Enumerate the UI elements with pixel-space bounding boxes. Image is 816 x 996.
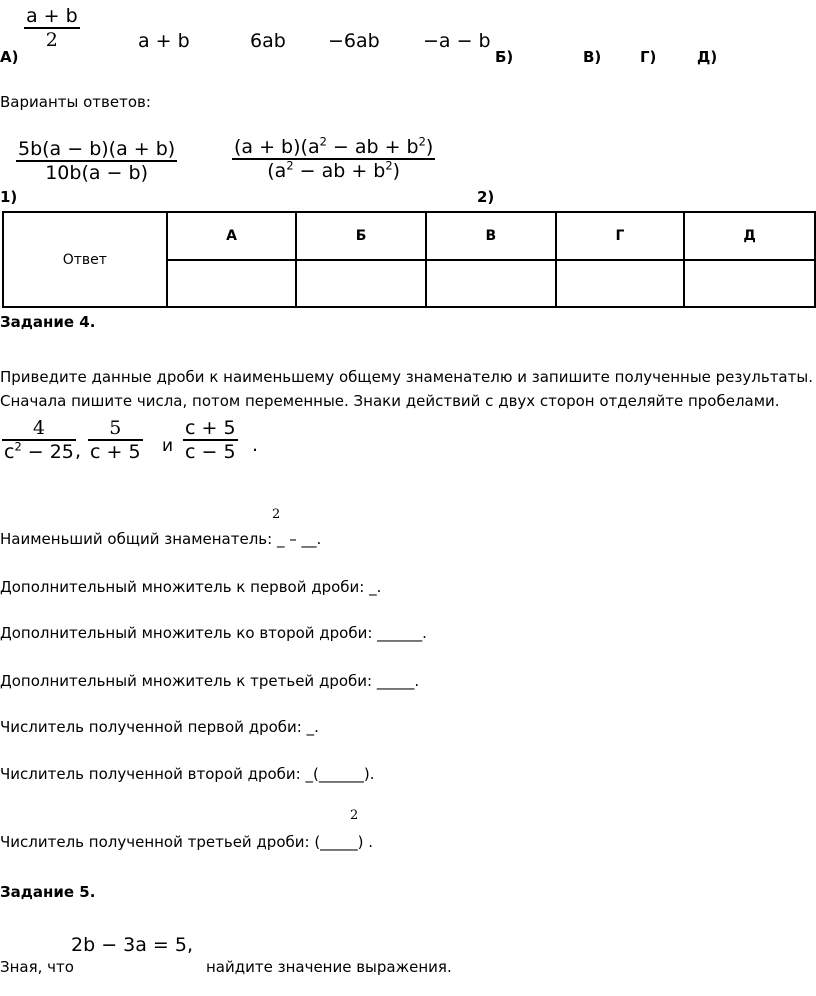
answer-2-fraction (232, 136, 435, 182)
question-common-denominator: Наименьший общий знаменатель: _ – __. (0, 530, 322, 548)
exponent: 2 (418, 134, 426, 149)
answer-2-num-part: (a + b)(a (234, 136, 320, 158)
answer-2-num-part: − ab + b (326, 136, 419, 158)
conjunction-and: и (162, 436, 174, 456)
option-a-fraction (24, 5, 80, 51)
question-multiplier-3: Дополнительный множитель к третьей дроби: _____. (0, 672, 420, 690)
option-g-label: Г) (640, 48, 657, 66)
answer-2-den-part: ) (392, 159, 401, 182)
answer-cell-g[interactable] (556, 260, 685, 307)
answer-header-d: Д (684, 212, 815, 260)
answer-1-fraction (16, 138, 177, 184)
task-4-title: Задание 4. (0, 313, 96, 331)
fraction-3-numerator: c + 5 (185, 417, 236, 439)
task-4-fraction-1 (2, 417, 76, 463)
exponent: 2 (385, 158, 393, 173)
fraction-3-denominator: c − 5 (185, 440, 236, 463)
answer-2-den-part: (a (267, 159, 287, 182)
question-numerator-1: Числитель полученной первой дроби: _. (0, 718, 319, 736)
answer-cell-b[interactable] (296, 260, 426, 307)
question-multiplier-1: Дополнительный множитель к первой дроби: _. (0, 578, 382, 596)
answer-header-a: А (167, 212, 297, 260)
answer-header-v: В (426, 212, 556, 260)
task-5-pre: Зная, что (0, 958, 74, 976)
answer-2-label: 2) (477, 188, 495, 206)
task-5-post: найдите значение выражения. (206, 958, 452, 976)
task-4-instruction-line-2: Сначала пишите числа, потом переменные. Знаки действий с двух сторон отделяйте пробелами. (0, 392, 780, 410)
exponent: 2 (286, 158, 294, 173)
option-v-value: 6ab (250, 30, 286, 52)
q7-exponent: 2 (350, 808, 359, 823)
question-multiplier-2: Дополнительный множитель ко второй дроби: ______. (0, 624, 427, 642)
task-4-fraction-3 (183, 417, 238, 463)
answer-2-denominator (265, 160, 402, 182)
answer-header-b: Б (296, 212, 426, 260)
option-d-value: −a − b (423, 30, 491, 52)
q1-exponent: 2 (272, 507, 281, 522)
answer-2-num-part: ) (425, 136, 434, 158)
answers-heading: Варианты ответов: (0, 93, 151, 111)
option-a-denominator: 2 (45, 28, 58, 51)
answer-header-g: Г (556, 212, 685, 260)
option-g-value: −6ab (328, 30, 380, 52)
answer-cell-d[interactable] (684, 260, 815, 307)
task-4-instruction-line-1: Приведите данные дроби к наименьшему общему знаменателю и запишите полученные результаты. (0, 368, 813, 386)
option-a-numerator: a + b (26, 5, 78, 27)
exponent: 2 (14, 439, 22, 454)
task-5-title: Задание 5. (0, 883, 96, 901)
fraction-1-denominator (2, 441, 76, 463)
fraction-2-numerator: 5 (109, 417, 122, 439)
question-numerator-2: Числитель полученной второй дроби: _(______). (0, 765, 375, 783)
option-b-label: Б) (495, 48, 514, 66)
fraction-1-den-part: c (4, 440, 15, 463)
fraction-1-numerator: 4 (32, 417, 45, 439)
fraction-2-denominator: c + 5 (90, 440, 141, 463)
fraction-period: . (252, 434, 259, 456)
answer-1-denominator: 10b(a − b) (45, 161, 148, 184)
option-d-label: Д) (697, 48, 718, 66)
task-4-fraction-2 (88, 417, 143, 463)
exponent: 2 (319, 134, 327, 149)
answer-1-numerator: 5b(a − b)(a + b) (18, 138, 176, 160)
option-b-value: a + b (138, 30, 190, 52)
answer-2-den-part: − ab + b (293, 159, 386, 182)
option-v-label: В) (583, 48, 602, 66)
answer-cell-v[interactable] (426, 260, 556, 307)
question-numerator-3: Числитель полученной третьей дроби: (_____) . (0, 833, 374, 851)
answer-2-numerator (232, 136, 435, 158)
answer-1-label: 1) (0, 188, 18, 206)
answer-cell-a[interactable] (167, 260, 297, 307)
answer-table (2, 211, 816, 308)
fraction-separator-comma: , (75, 440, 82, 462)
answer-row-label: Ответ (3, 212, 167, 307)
fraction-1-den-part: − 25 (21, 440, 74, 463)
option-a-label: А) (0, 48, 19, 66)
task-5-equation: 2b − 3a = 5, (71, 934, 194, 956)
